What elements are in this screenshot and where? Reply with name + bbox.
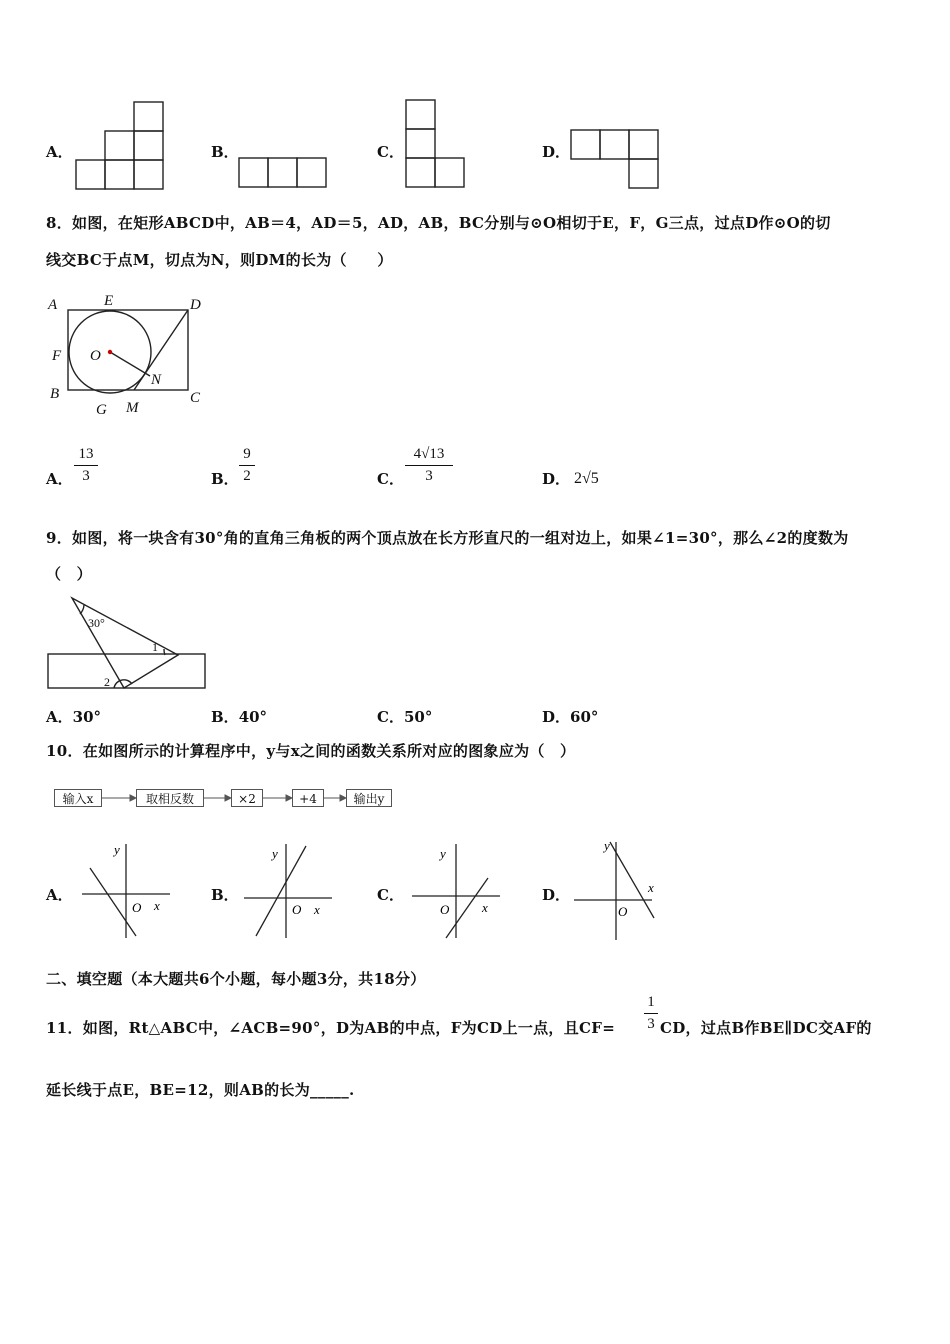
q9-figure (44, 594, 212, 694)
q10-d-o-label: O (618, 904, 628, 919)
q10-flow-output: 输出y (346, 789, 392, 807)
q8-option-c-numerator: 4√13 (413, 446, 445, 462)
q10-a-x-label: x (154, 898, 160, 913)
q10-c-x-label: x (482, 900, 488, 915)
q8-option-a-numerator: 13 (78, 446, 94, 462)
q8-option-b-fraction (239, 446, 255, 485)
q8-option-c-label: C． (377, 470, 404, 488)
q10-b-x-label: x (314, 902, 320, 917)
q9-option-b-value: 40° (238, 708, 268, 726)
q10-a-line (90, 868, 136, 936)
q10-option-c-graph (408, 838, 508, 942)
q9-option-c-label: C． (377, 708, 404, 726)
q8-label-g: G (96, 402, 107, 418)
q8-option-a-label: A． (46, 470, 73, 488)
q10-c-y-label: y (440, 846, 446, 861)
q10-b-y-label: y (272, 846, 278, 861)
q8-label-d: D (190, 297, 201, 313)
q10-b-line (256, 846, 306, 936)
q7-option-b-label: B． (211, 143, 239, 161)
q8-radius (110, 352, 150, 376)
q9-angle-30-arc (80, 605, 84, 614)
q10-c-o-label: O (440, 902, 450, 917)
q8-option-c-denominator: 3 (425, 468, 433, 484)
q8-option-b-label: B． (211, 470, 239, 488)
q9-text-line1: 9．如图，将一块含有30°角的直角三角板的两个顶点放在长方形直尺的一组对边上，如果∠1=30°，那么∠2的度数为 (46, 529, 849, 547)
q7-option-b-figure (236, 155, 332, 191)
q8-label-b: B (50, 386, 60, 402)
q8-label-f: F (52, 348, 62, 364)
q9-option-b (211, 706, 267, 727)
q8-label-e: E (104, 293, 114, 309)
q9-option-c (377, 706, 432, 727)
q9-text-line2: （ ） (46, 565, 92, 583)
q7-option-a-figure (72, 100, 168, 192)
q11-fraction-denominator: 3 (647, 1016, 655, 1032)
q11-text-part2: CD，过点B作BE∥DC交AF的 (660, 1019, 872, 1037)
q8-option-b-denominator: 2 (243, 468, 251, 484)
q10-option-a-label: A． (46, 886, 73, 904)
q9-ruler (48, 654, 205, 688)
q11-text-line2: 延长线于点E，BE=12，则AB的长为_____. (46, 1081, 355, 1099)
q8-label-n: N (151, 372, 162, 388)
q7-option-a-label: A． (46, 143, 73, 161)
q8-center-dot (108, 350, 112, 354)
q8-text-line1: 8．如图，在矩形ABCD中，AB＝4，AD＝5，AD，AB，BC分别与⊙O相切于E，F，G三点，过点D作⊙O的切 (46, 214, 831, 232)
q9-option-a (46, 706, 101, 727)
q10-text: 10．在如图所示的计算程序中，y与x之间的函数关系所对应的图象应为（ ） (46, 742, 576, 760)
q8-label-o: O (90, 348, 101, 364)
q10-option-b-graph (240, 838, 340, 942)
q10-flow-times2: ×2 (231, 789, 263, 807)
q10-a-o-label: O (132, 900, 142, 915)
q10-flow-input: 输入x (54, 789, 102, 807)
q8-text-line2: 线交BC于点M，切点为N，则DM的长为（ ） (46, 251, 393, 269)
q9-option-d-label: D． (542, 708, 571, 726)
q7-option-c-label: C． (377, 143, 404, 161)
q10-option-c-label: C． (377, 886, 404, 904)
q9-option-c-value: 50° (403, 708, 433, 726)
q11-fraction-numerator: 1 (647, 994, 655, 1010)
q9-option-d (542, 706, 598, 727)
q8-label-a: A (48, 297, 58, 313)
q10-flowchart (50, 786, 395, 810)
q9-triangle (72, 598, 178, 688)
q10-a-y-label: y (114, 842, 120, 857)
q7-option-c-figure (403, 97, 469, 191)
q9-angle-1-arc (164, 649, 165, 655)
q10-option-a-graph (78, 838, 178, 942)
q10-d-x-label: x (648, 880, 654, 895)
q11-text-part1: 11．如图，Rt△ABC中，∠ACB=90°，D为AB的中点，F为CD上一点，且CF= (46, 1019, 616, 1037)
q9-option-a-label: A． (46, 708, 73, 726)
q9-option-d-value: 60° (570, 708, 599, 726)
q8-rectangle (68, 310, 188, 390)
q10-flow-plus4: +4 (292, 789, 324, 807)
q9-option-b-label: B． (211, 708, 239, 726)
q8-option-b-numerator: 9 (243, 446, 251, 462)
q7-option-d-figure (568, 127, 664, 191)
q8-option-a-denominator: 3 (82, 468, 90, 484)
q10-option-d-graph (570, 834, 670, 944)
q10-flow-negate: 取相反数 (136, 789, 204, 807)
q9-label-1: 1 (152, 640, 158, 654)
q10-option-d-label: D． (542, 886, 571, 904)
q8-label-c: C (190, 390, 201, 406)
q8-option-c-fraction (405, 446, 453, 485)
q11-fraction (644, 994, 658, 1033)
section2-heading: 二、填空题（本大题共6个小题，每小题3分，共18分） (46, 970, 426, 988)
q10-d-y-label: y (604, 838, 610, 853)
q8-figure (44, 290, 214, 418)
q9-label-2: 2 (104, 675, 110, 689)
q9-option-a-value: 30° (72, 708, 102, 726)
q9-label-30: 30° (88, 616, 105, 630)
q8-option-d-value: 2√5 (574, 470, 599, 487)
q10-option-b-label: B． (211, 886, 239, 904)
q7-option-d-label: D． (542, 143, 571, 161)
q8-option-d-label: D． (542, 470, 571, 488)
q8-option-a-fraction (74, 446, 98, 485)
q8-label-m: M (126, 400, 139, 416)
q10-b-o-label: O (292, 902, 302, 917)
